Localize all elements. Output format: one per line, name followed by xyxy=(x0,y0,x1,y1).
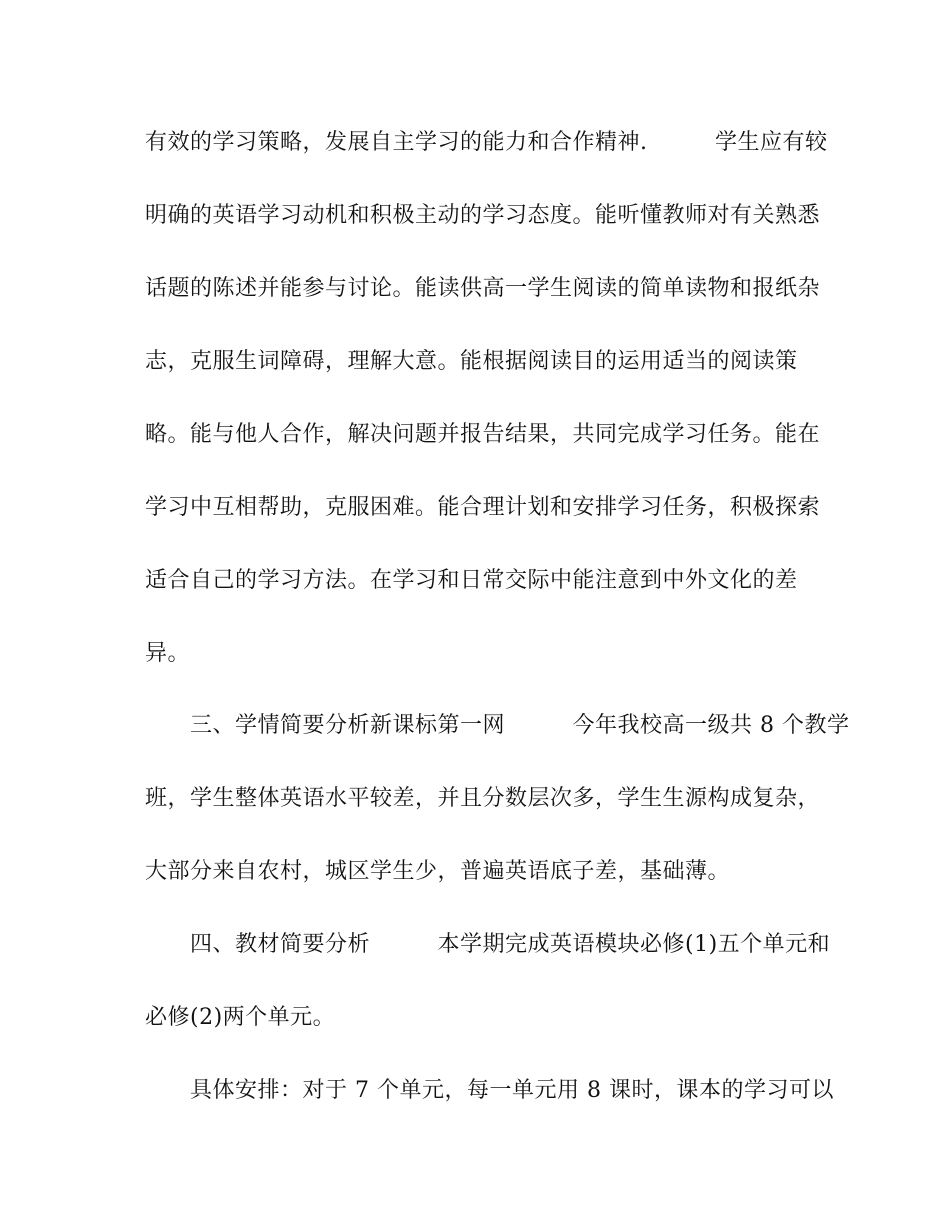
text-line: 有效的学习策略，发展自主学习的能力和合作精神. 学生应有较 xyxy=(145,130,828,155)
text-line: 异。 xyxy=(145,641,191,666)
text-line: 志，克服生词障碍，理解大意。能根据阅读目的运用适当的阅读策 xyxy=(145,349,798,374)
text-line: 学习中互相帮助，克服困难。能合理计划和安排学习任务，积极探索 xyxy=(145,495,821,520)
text-line: 略。能与他人合作，解决问题并报告结果，共同完成学习任务。能在 xyxy=(145,422,821,447)
text-line: 具体安排：对于 7 个单元，每一单元用 8 课时，课本的学习可以 xyxy=(145,1078,834,1103)
text-line: 适合自己的学习方法。在学习和日常交际中能注意到中外文化的差 xyxy=(145,568,798,593)
section-heading-line: 四、教材简要分析 本学期完成英语模块必修(1)五个单元和 xyxy=(145,932,831,957)
text-line: 大部分来自农村，城区学生少，普遍英语底子差，基础薄。 xyxy=(145,859,731,884)
section-heading-line: 三、学情简要分析新课标第一网 今年我校高一级共 8 个教学 xyxy=(145,713,850,738)
text-line: 必修(2)两个单元。 xyxy=(145,1005,336,1030)
text-line: 班，学生整体英语水平较差，并且分数层次多，学生生源构成复杂， xyxy=(145,786,821,811)
text-line: 明确的英语学习动机和积极主动的学习态度。能听懂教师对有关熟悉 xyxy=(145,203,821,228)
text-line: 话题的陈述并能参与讨论。能读供高一学生阅读的简单读物和报纸杂 xyxy=(145,276,821,301)
